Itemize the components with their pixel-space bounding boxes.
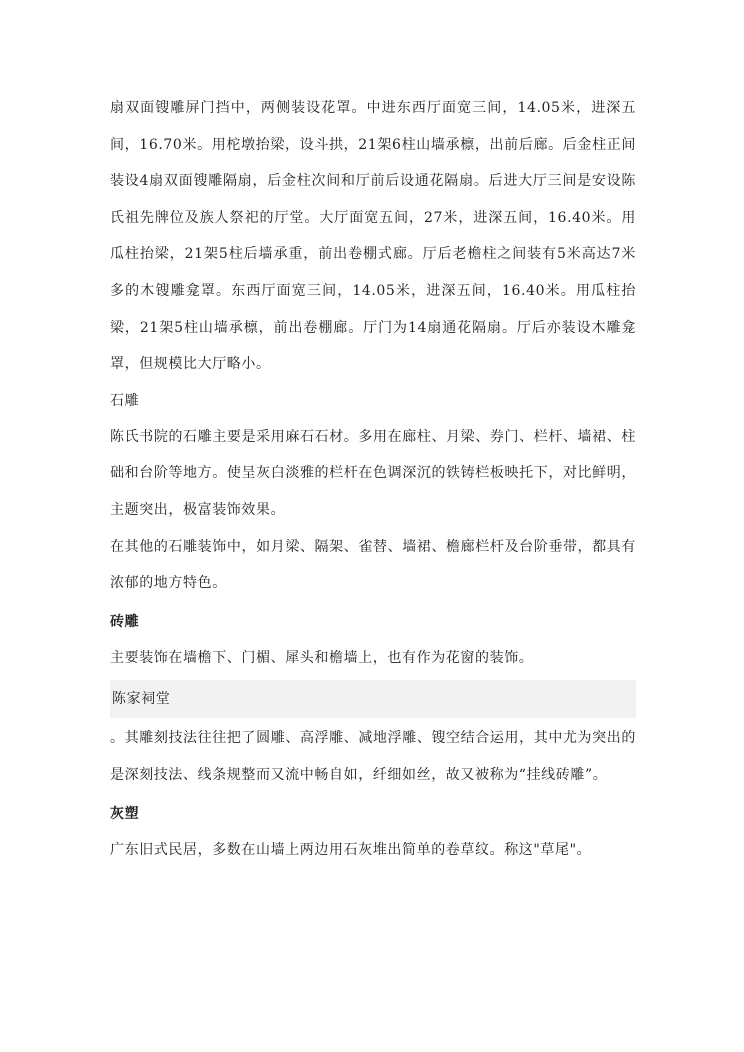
paragraph-carving-techniques: 。其雕刻技法往往把了圆雕、高浮雕、减地浮雕、锼空结合运用，其中尤为突出的是深刻技法、线条规整而又流中畅自如，纤细如丝，故又被称为“挂线砖雕”。: [110, 730, 636, 783]
paragraph-hall-layout: 扇双面锼雕屏门挡中，两侧装设花罩。中进东西厅面宽三间，14.05米，进深五间，16.70米。用柁墩抬梁，设斗拱，21架6柱山墙承檩，出前后廊。后金柱正间装设4扇双面锼雕隔扇，后金柱次间和厅前后设通花隔扇。后进大厅三间是安设陈氏祖先牌位及族人祭祀的厅堂。大厅面宽五间，27米，进深五间，16.40米。用瓜柱抬梁，21架5柱后墙承重，前出卷棚式廊。厅后老檐柱之间装有5米高达7米多的木锼雕龛罩。东西厅面宽三间，14.05米，进深五间，16.40米。用瓜柱抬梁，21架5柱山墙承檩，前出卷棚廊。厅门为14扇通花隔扇。厅后亦装设木雕龛罩，但规模比大厅略小。: [110, 100, 636, 373]
paragraph-brick-carving: 主要装饰在墙檐下、门楣、犀头和檐墙上，也有作为花窗的装饰。: [110, 649, 534, 666]
document-page: [110, 90, 636, 868]
heading-stone-carving: 石雕: [110, 392, 140, 409]
heading-chen-ancestral-hall: 陈家祠堂: [110, 680, 636, 718]
heading-brick-carving: 砖雕: [110, 613, 140, 630]
paragraph-plaster-sculpture: 广东旧式民居，多数在山墙上两边用石灰堆出简单的卷草纹。称这"草尾"。: [110, 841, 592, 858]
paragraph-stone-other: 在其他的石雕装饰中，如月梁、隔架、雀替、墙裙、檐廊栏杆及台阶垂带，都具有浓郁的地方特色。: [110, 538, 636, 592]
heading-plaster-sculpture: 灰塑: [110, 805, 140, 822]
paragraph-stone-carving: 陈氏书院的石雕主要是采用麻石石材。多用在廊柱、月梁、券门、栏杆、墙裙、柱础和台阶等地方。使呈灰白淡雅的栏杆在色调深沉的铁铸栏板映托下，对比鲜明，主题突出，极富装饰效果。: [110, 428, 636, 518]
